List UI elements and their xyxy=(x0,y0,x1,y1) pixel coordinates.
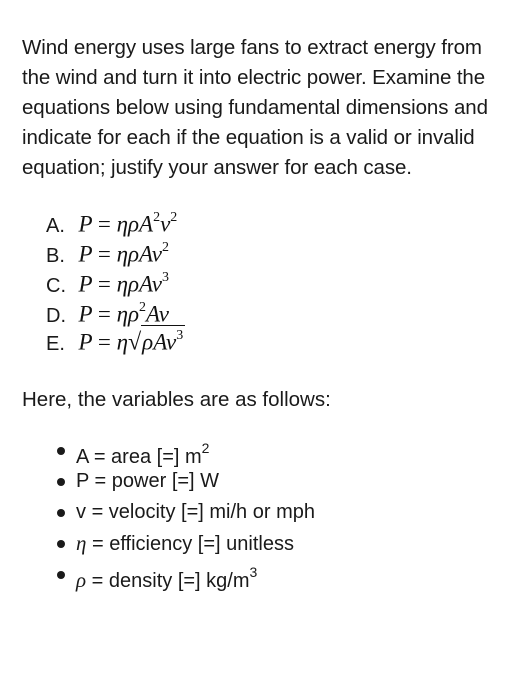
equation-letter: E. xyxy=(46,332,65,355)
variable-text xyxy=(76,501,315,523)
equation-letter: C. xyxy=(46,274,66,297)
equation-d xyxy=(22,295,502,325)
bullet-icon xyxy=(57,478,65,486)
bullet-icon xyxy=(57,540,65,548)
equation-term: ηρ xyxy=(116,301,140,327)
equation-letter: D. xyxy=(46,304,66,327)
equation-term: v xyxy=(160,211,171,237)
equation-lhs: P xyxy=(78,241,93,267)
variable-description: = velocity [=] mi/h or mph xyxy=(91,501,315,523)
variable-velocity xyxy=(22,497,502,528)
equals-sign: = xyxy=(97,329,111,355)
unit-exponent: 3 xyxy=(249,564,258,580)
document xyxy=(22,33,502,590)
equation-letter: A. xyxy=(46,214,65,237)
variable-efficiency xyxy=(22,528,502,559)
variable-text xyxy=(76,470,219,492)
equation-e xyxy=(22,325,502,355)
square-root xyxy=(128,325,185,358)
equation-term: ρAv xyxy=(142,329,177,355)
equation-term: Av xyxy=(146,301,170,327)
equation-c xyxy=(22,265,502,295)
equals-sign: = xyxy=(97,241,111,267)
variable-symbol: ρ xyxy=(76,567,87,592)
equation-lhs: P xyxy=(78,329,93,355)
intro-paragraph: Wind energy uses large fans to extract energy from the wind and turn it into electric power. Examine the equations below using fundamental dimensions and indicate for each if the equation is a valid or invalid equation; justify your answer for each case. xyxy=(22,36,488,179)
variable-description: = density [=] kg/m xyxy=(91,569,250,592)
equals-sign: = xyxy=(97,301,111,327)
variable-text xyxy=(76,440,210,468)
exponent: 3 xyxy=(162,270,170,285)
unit-exponent: 2 xyxy=(201,440,210,456)
equation-a xyxy=(22,205,502,235)
variable-description: = efficiency [=] unitless xyxy=(91,533,294,555)
equation-list xyxy=(22,205,502,355)
variable-text xyxy=(76,533,294,555)
exponent: 2 xyxy=(139,300,147,315)
exponent: 2 xyxy=(153,210,161,225)
equals-sign: = xyxy=(97,271,111,297)
variable-symbol: v xyxy=(76,501,86,523)
variable-symbol: A xyxy=(76,445,89,468)
bullet-icon xyxy=(57,509,65,517)
equation-lhs: P xyxy=(78,211,93,237)
variable-list xyxy=(22,435,502,590)
exponent: 3 xyxy=(176,328,184,343)
equation-term: ηρAv xyxy=(116,271,163,297)
variable-description: = area [=] m xyxy=(93,445,202,468)
exponent: 2 xyxy=(162,240,170,255)
equation-term: η xyxy=(116,329,128,355)
radical-sign-icon: √ xyxy=(128,329,142,356)
variable-density xyxy=(22,559,502,590)
variable-power xyxy=(22,466,502,497)
radicand xyxy=(141,325,185,355)
bullet-icon xyxy=(57,571,65,579)
variable-symbol: η xyxy=(76,531,87,555)
variables-heading: Here, the variables are as follows: xyxy=(22,388,331,411)
equation-term: ηρAv xyxy=(116,241,163,267)
equation-lhs: P xyxy=(78,271,93,297)
equation-b xyxy=(22,235,502,265)
equation-term: ηρA xyxy=(116,211,154,237)
equation-expression xyxy=(78,325,185,358)
variable-text xyxy=(76,564,258,592)
equation-lhs: P xyxy=(78,301,93,327)
variable-description: = power [=] W xyxy=(94,470,220,492)
equals-sign: = xyxy=(97,211,111,237)
bullet-icon xyxy=(57,447,65,455)
variable-area xyxy=(22,435,502,466)
equation-letter: B. xyxy=(46,244,65,267)
variable-symbol: P xyxy=(76,470,89,492)
exponent: 2 xyxy=(170,210,178,225)
